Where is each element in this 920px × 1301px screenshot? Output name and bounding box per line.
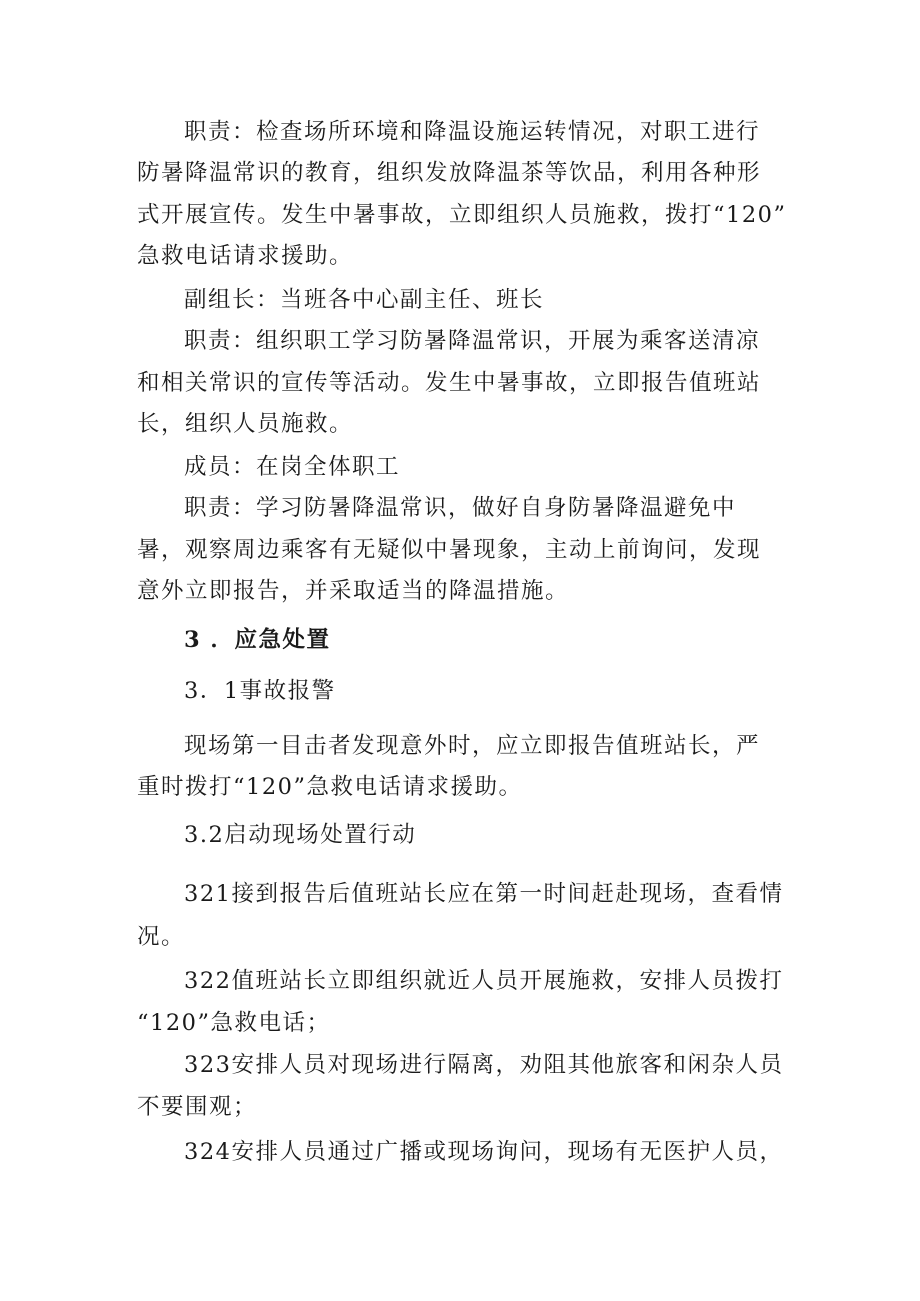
- members-line: 成员：在岗全体职工: [184, 454, 401, 480]
- paragraph-alarm-line-2: 重时拨打“120”急救电话请求援助。: [137, 774, 523, 800]
- paragraph-324-line-1: 324安排人员通过广播或现场询问，现场有无医护人员，: [184, 1139, 784, 1165]
- paragraph-duty-members-line-1: 职责：学习防暑降温常识，做好自身防暑降温避免中: [184, 495, 737, 521]
- paragraph-duty-members-line-2: 暑，观察周边乘客有无疑似中暑现象，主动上前询问，发现: [137, 537, 762, 563]
- paragraph-duty-deputy-line-2: 和相关常识的宣传等活动。发生中暑事故，立即报告值班站: [137, 370, 762, 396]
- paragraph-duty-deputy-line-3: 长，组织人员施救。: [137, 411, 354, 437]
- paragraph-321-line-1: 321接到报告后值班站长应在第一时间赶赴现场，查看情: [184, 881, 784, 907]
- deputy-leader-line: 副组长：当班各中心副主任、班长: [184, 287, 545, 313]
- paragraph-321-line-2: 况。: [137, 924, 186, 950]
- subheading-onsite-action: 3.2启动现场处置行动: [184, 822, 417, 848]
- paragraph-duty-deputy-line-1: 职责：组织职工学习防暑降温常识，开展为乘客送清凉: [184, 328, 761, 354]
- paragraph-duty-leader-line-3: 式开展宣传。发生中暑事故，立即组织人员施救，拨打“120”: [137, 202, 787, 228]
- subheading-accident-alarm: 3．1事故报警: [184, 678, 336, 704]
- paragraph-duty-members-line-3: 意外立即报告，并采取适当的降温措施。: [137, 578, 570, 604]
- paragraph-323-line-1: 323安排人员对现场进行隔离，劝阻其他旅客和闲杂人员: [184, 1052, 784, 1078]
- paragraph-duty-leader-line-4: 急救电话请求援助。: [137, 243, 354, 269]
- paragraph-alarm-line-1: 现场第一目击者发现意外时，应立即报告值班站长，严: [184, 733, 761, 759]
- paragraph-duty-leader-line-1: 职责：检查场所环境和降温设施运转情况，对职工进行: [184, 119, 761, 145]
- paragraph-323-line-2: 不要围观；: [137, 1094, 258, 1120]
- paragraph-322-line-2: “120”急救电话；: [137, 1010, 331, 1036]
- section-heading-emergency: 3 ．应急处置: [184, 627, 331, 653]
- paragraph-duty-leader-line-2: 防暑降温常识的教育，组织发放降温茶等饮品，利用各种形: [137, 160, 762, 186]
- paragraph-322-line-1: 322值班站长立即组织就近人员开展施救，安排人员拨打: [184, 968, 784, 994]
